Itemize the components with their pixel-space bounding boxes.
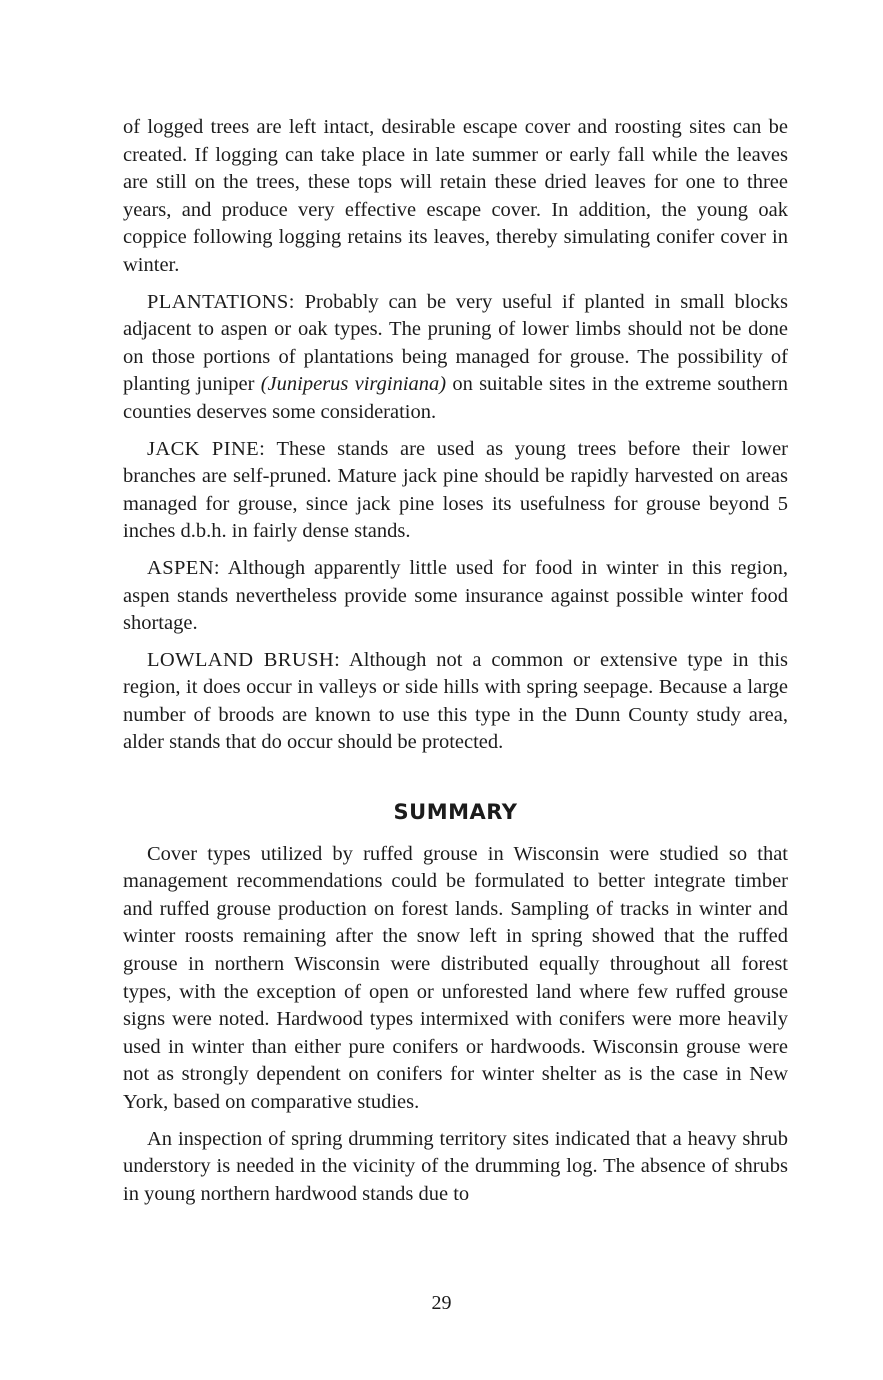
plantations-text-end: on suitable sites in the extreme southern counties deserves some consideration. — [123, 373, 789, 423]
paragraph-jack-pine — [123, 436, 788, 546]
term-plantations: PLANTATIONS: — [147, 290, 295, 313]
summary-paragraph-1: Cover types utilized by ruffed grouse in Wisconsin were studied so that management recommendations could be formulated to better integrate timber and ruffed grouse production on forest lands. Sampling of tracks in winter and winter roosts remaining after the snow left in spring showed that the ruffed grouse in northern Wisconsin were distributed equally throughout all forest types, with the exception of open or unforested land where few ruffed grouse signs were noted. Hardwood types intermixed with conifers were more heavily used in winter than either pure conifers or hardwoods. Wisconsin grouse were not as strongly dependent on conifers for winter shelter as is the case in New York, based on comparative studies. — [123, 842, 788, 1113]
plantations-text: Probably can be very useful if planted in small blocks adjacent to aspen or oak types. The pruning of lower limbs should not be done on those portions of plantations being managed for grouse. The possibility of planting juniper — [123, 290, 788, 396]
section-heading-summary: SUMMARY — [393, 800, 518, 825]
paragraph-lowland-brush — [123, 647, 788, 757]
term-aspen: ASPEN: — [147, 556, 221, 579]
page-body — [123, 114, 788, 1217]
term-lowland-brush: LOWLAND BRUSH: — [147, 648, 341, 671]
lowland-brush-text: Although not a common or extensive type in this region, it does occur in valleys or side hills with spring seepage. Because a large number of broods are known to use this type in the Dunn County study area, alder stands that do occur should be protected. — [123, 648, 788, 754]
summary-paragraph-2: An inspection of spring drumming territory sites indicated that a heavy shrub understory is needed in the vicinity of the drumming log. The absence of shrubs in young northern hardwood stands due to — [123, 1127, 788, 1205]
term-jack-pine: JACK PINE: — [147, 437, 266, 460]
aspen-text: Although apparently little used for food in winter in this region, aspen stands nevertheless provide some insurance against possible winter food shortage. — [123, 556, 788, 635]
paragraph-plantations — [123, 289, 788, 427]
paragraph-aspen — [123, 555, 788, 638]
latin-name-juniper: (Juniperus virginiana) — [260, 373, 447, 396]
page-number: 29 — [431, 1292, 452, 1314]
paragraph-continued: of logged trees are left intact, desirable escape cover and roosting sites can be created. If logging can take place in late summer or early fall while the leaves are still on the trees, these tops will retain these dried leaves for one to three years, and produce very effective escape cover. In addition, the young oak coppice following logging retains its leaves, thereby simulating conifer cover in winter. — [123, 116, 788, 276]
jack-pine-text: These stands are used as young trees before their lower branches are self-pruned. Mature jack pine should be rapidly harvested on areas managed for grouse, since jack pine loses its usefulness for grouse beyond 5 inches d.b.h. in fairly dense stands. — [123, 437, 788, 543]
